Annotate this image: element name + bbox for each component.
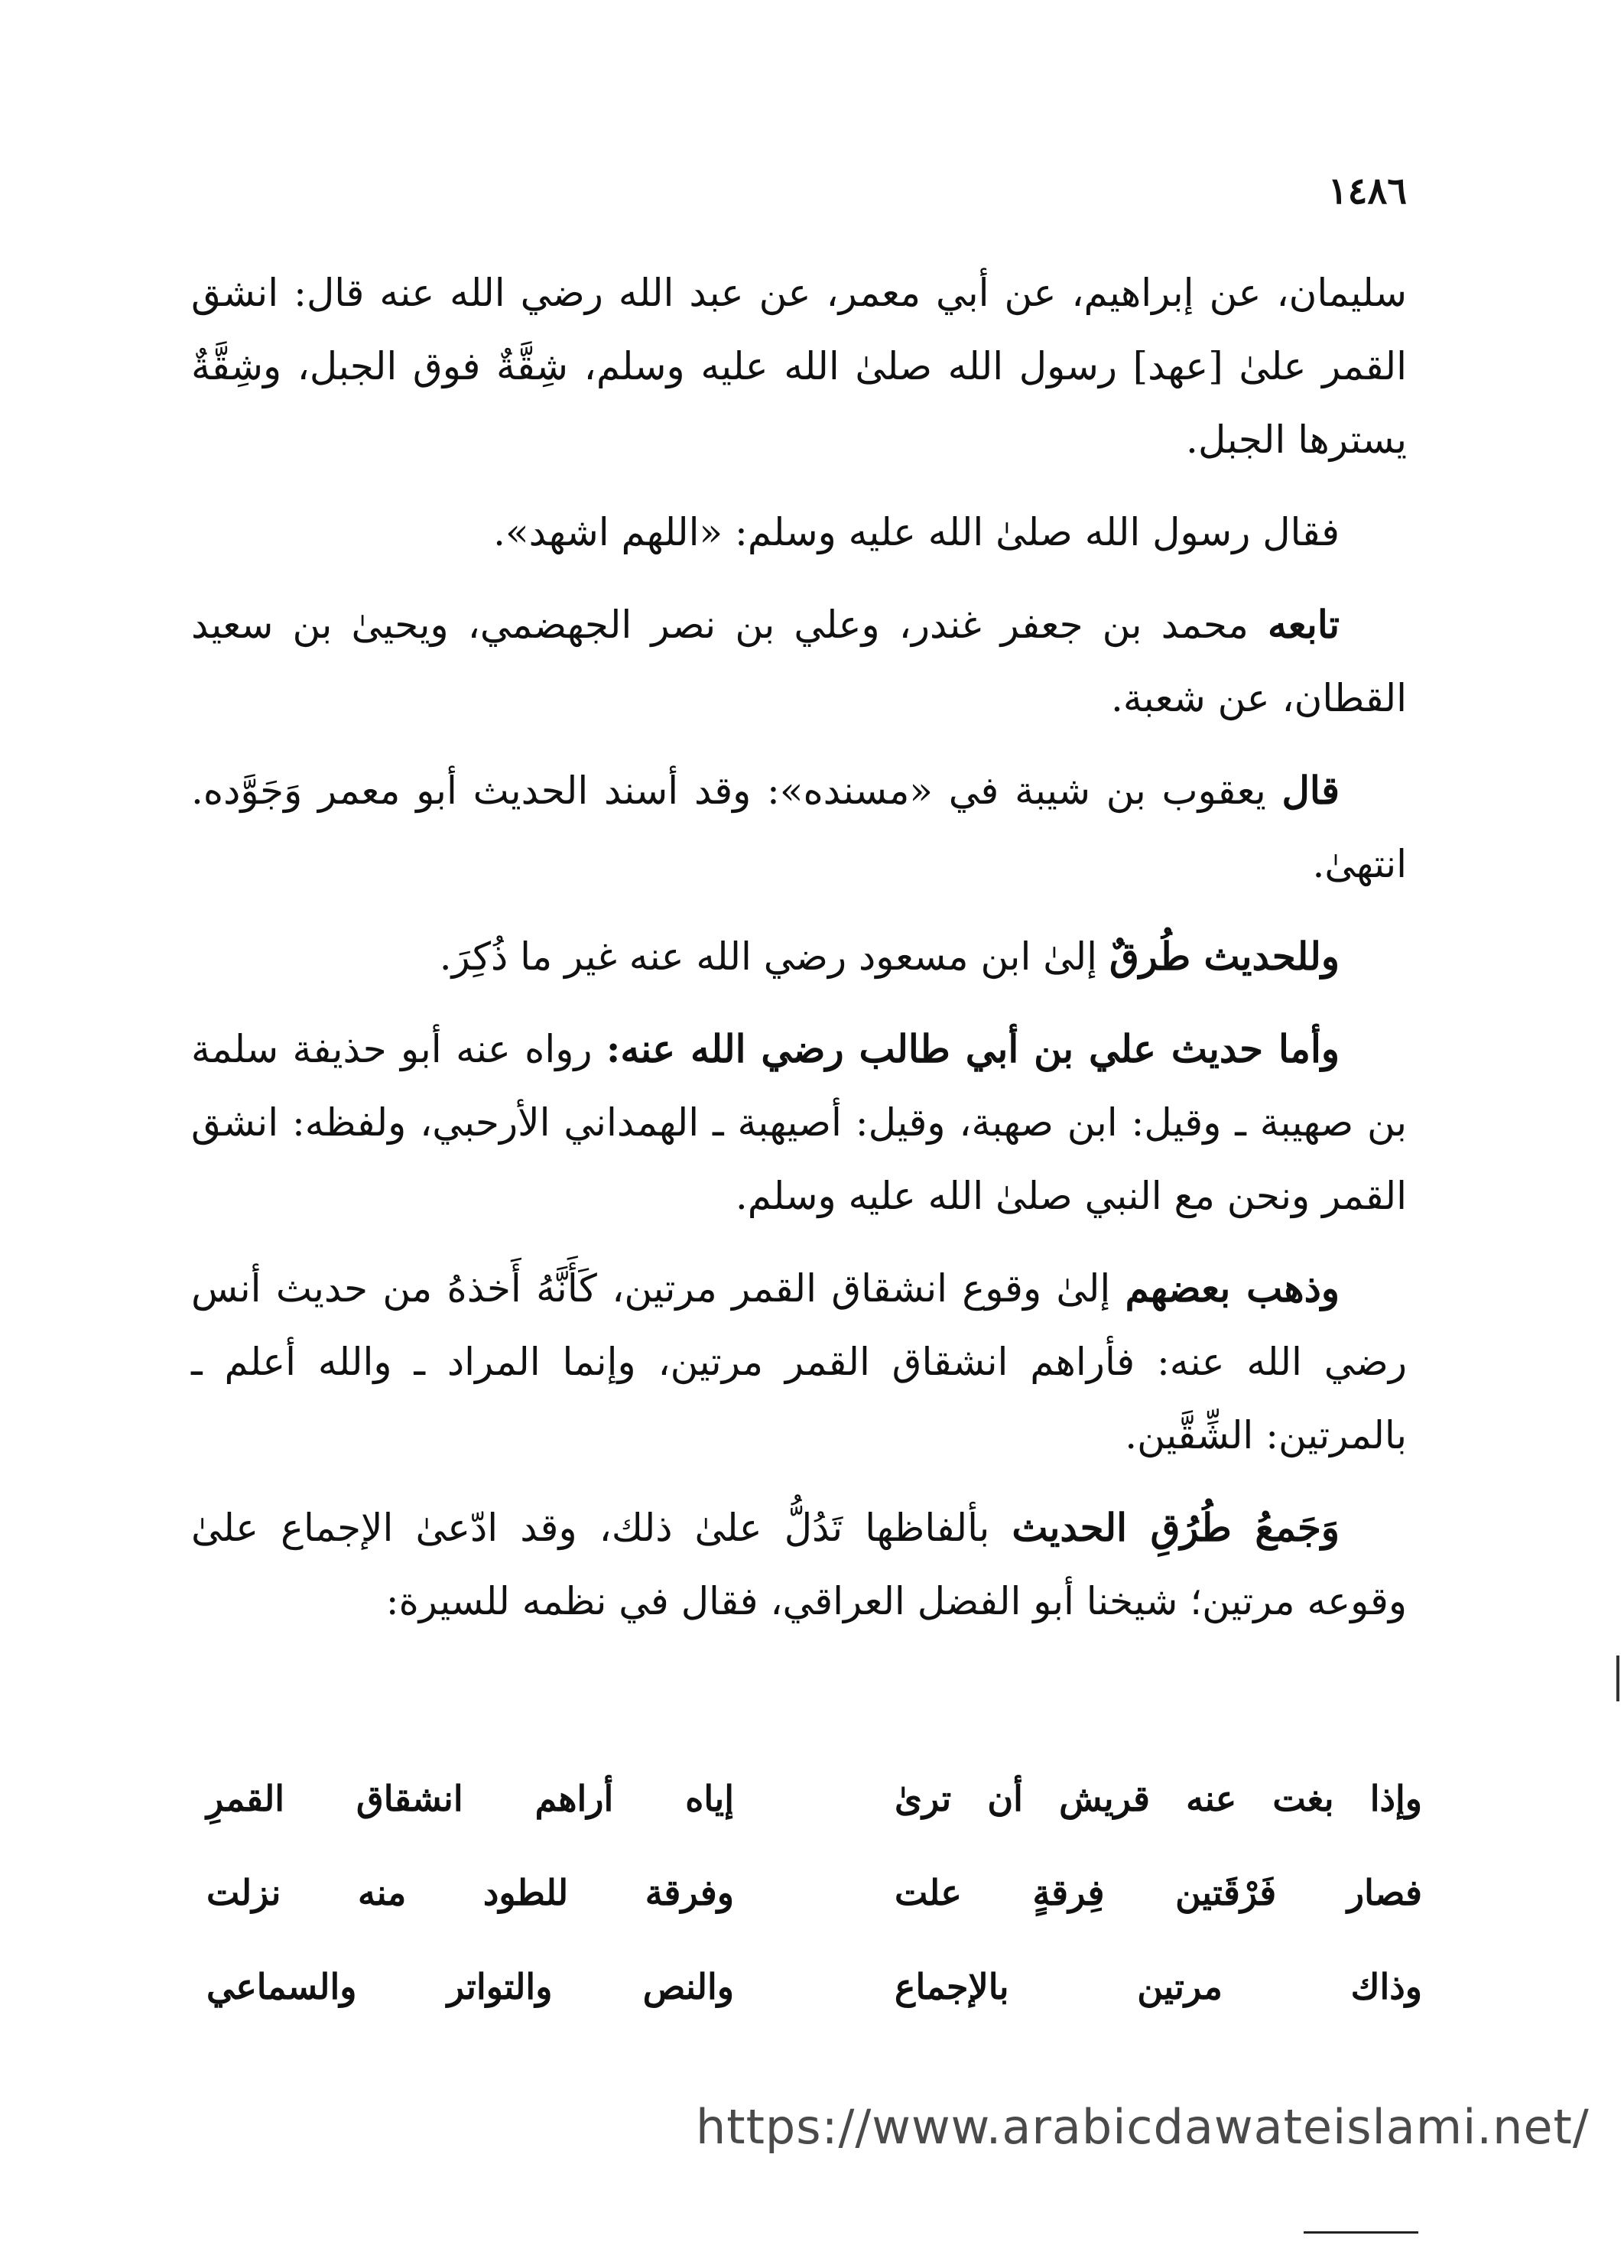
paragraph-text: يعقوب بن شيبة في «مسنده»: وقد أسند الحديث أبو معمر وَجَوَّده. انتهىٰ. — [191, 768, 1407, 886]
watermark-url: https://www.arabicdawateislami.net/ — [696, 2099, 1590, 2155]
verse-line — [206, 1845, 1422, 1939]
paragraph-text: رواه عنه أبو حذيفة سلمة بن صهيبة ـ وقيل: ابن صهبة، وقيل: أصيهبة ـ الهمداني الأرحبي، ولفظه: انشق القمر ونحن مع النبي صلىٰ الله عليه وسلم. — [191, 1027, 1407, 1218]
paragraph-text: إلىٰ وقوع انشقاق القمر مرتين، كَأَنَّهُ أَخذهُ من حديث أنس رضي الله عنه: فأراهم انشقاق القمر مرتين، وإنما المراد ـ والله أعلم ـ بالمرتين: الشِّقَّين. — [191, 1266, 1407, 1457]
verse-first-hemistich: وإذا بغت عنه قريش أن ترىٰ — [895, 1777, 1422, 1819]
paragraph-text: إلىٰ ابن مسعود رضي الله عنه غير ما ذُكِرَ. — [439, 934, 1109, 979]
paragraph — [191, 920, 1407, 993]
verse-first-hemistich: وذاك مرتين بالإجماع — [895, 1965, 1422, 2007]
verse-second-hemistich: إياه أراهم انشقاق القمرِ — [206, 1777, 734, 1819]
footer-rule — [1304, 2231, 1418, 2234]
paragraph-text: محمد بن جعفر غندر، وعلي بن نصر الجهضمي، ويحيىٰ بن سعيد القطان، عن شعبة. — [191, 603, 1407, 720]
paragraph-text: بألفاظها تَدُلُّ علىٰ ذلك، وقد ادّعىٰ الإجماع علىٰ وقوعه مرتين؛ شيخنا أبو الفضل العراقي، فقال في نظمه للسيرة: — [191, 1506, 1407, 1623]
paragraph — [191, 256, 1407, 476]
paragraph-lead: وأما حديث علي بن أبي طالب رضي الله عنه: — [606, 1026, 1340, 1071]
verse-second-hemistich: والنص والتواتر والسماعي — [206, 1965, 734, 2007]
paragraph-lead: وَجَمعُ طُرُقِ الحديث — [1012, 1505, 1340, 1550]
body-text — [191, 256, 1407, 1657]
paragraph — [191, 1012, 1407, 1233]
paragraph-lead: تابعه — [1268, 602, 1340, 647]
paragraph — [191, 496, 1407, 569]
page-number: ١٤٨٦ — [1327, 170, 1407, 213]
paragraph-lead: وللحديث طُرقٌ — [1109, 934, 1340, 979]
scan-edge-mark — [1616, 1656, 1619, 1701]
verse-line — [206, 1751, 1422, 1845]
verse-second-hemistich: وفرقة للطود منه نزلت — [206, 1871, 734, 1913]
poem-verses — [206, 1751, 1422, 2033]
paragraph — [191, 754, 1407, 901]
verse-line — [206, 1939, 1422, 2033]
paragraph-lead: وذهب بعضهم — [1125, 1266, 1340, 1311]
verse-first-hemistich: فصار فَرْقَتين فِرقةٍ علت — [895, 1871, 1422, 1913]
paragraph-lead: قال — [1281, 768, 1340, 813]
paragraph — [191, 588, 1407, 735]
paragraph — [191, 1491, 1407, 1638]
paragraph — [191, 1252, 1407, 1472]
paragraph-text: فقال رسول الله صلىٰ الله عليه وسلم: «اللهم اشهد». — [493, 510, 1340, 554]
paragraph-text: سليمان، عن إبراهيم، عن أبي معمر، عن عبد الله رضي الله عنه قال: انشق القمر علىٰ [عهد] رسول الله صلىٰ الله عليه وسلم، شِقَّةٌ فوق الجبل، وشِقَّةٌ يسترها الجبل. — [191, 271, 1407, 462]
